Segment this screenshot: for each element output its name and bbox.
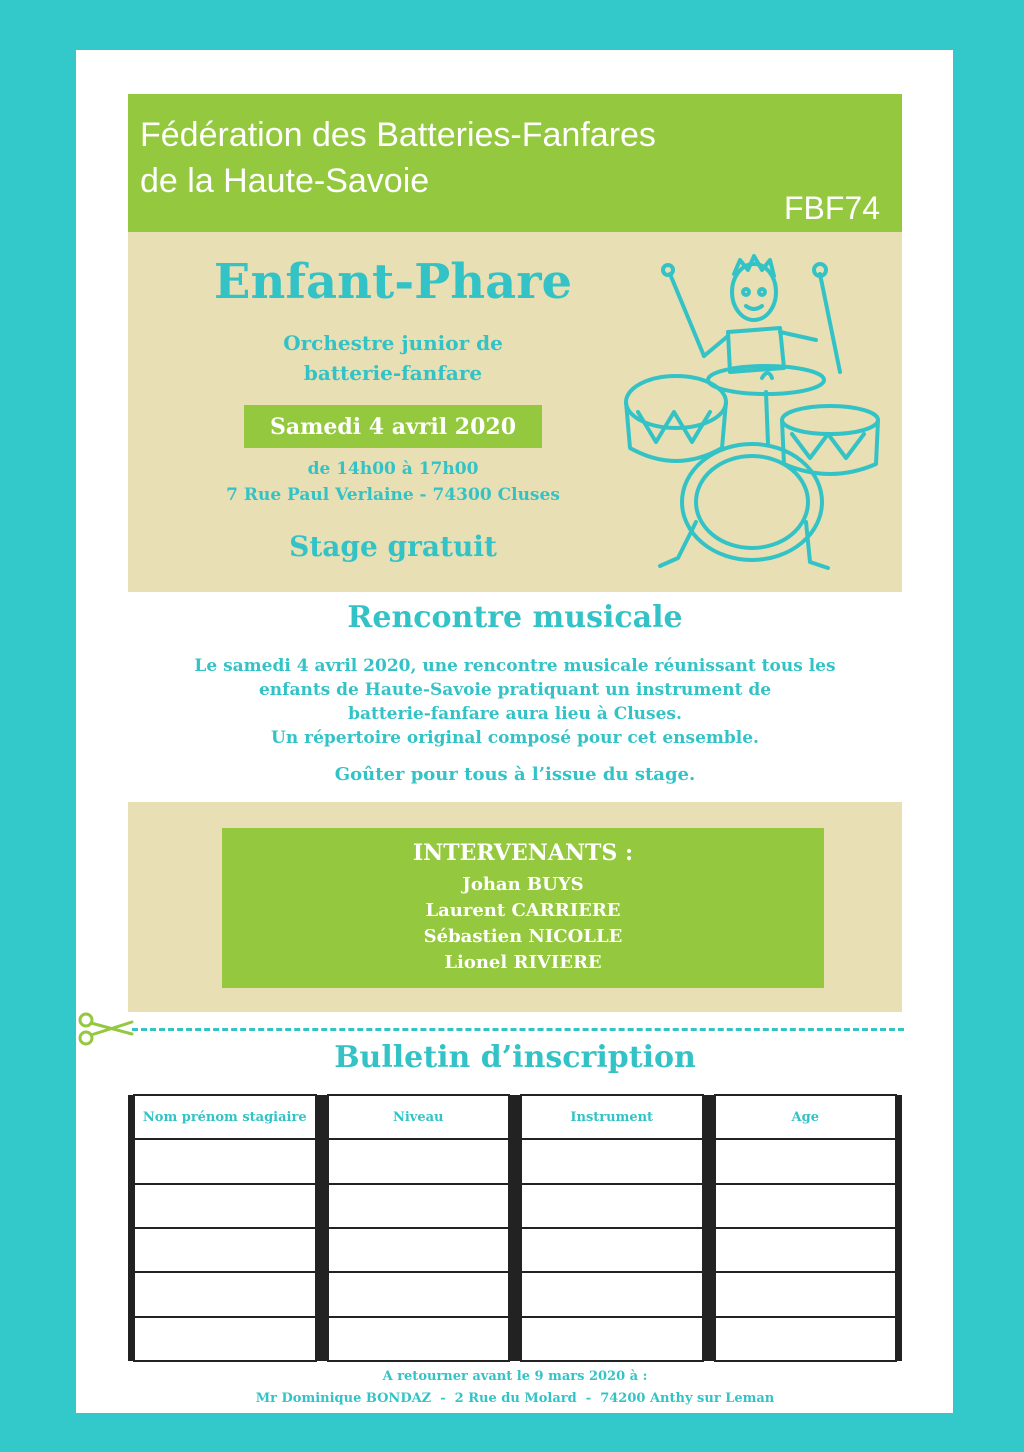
scissors-icon <box>76 1012 134 1046</box>
drummer-illustration <box>616 252 896 572</box>
rencontre-title: Rencontre musicale <box>347 600 683 635</box>
instrument-cell[interactable] <box>521 1139 703 1183</box>
rencontre-description <box>128 654 902 750</box>
cut-line <box>132 1028 904 1031</box>
column-divider <box>509 1095 521 1139</box>
name-cell[interactable] <box>134 1317 316 1361</box>
gouter-note: Goûter pour tous à l’issue du stage. <box>334 764 696 785</box>
column-divider <box>703 1228 715 1272</box>
organization-code: FBF74 <box>783 190 880 226</box>
instrument-cell[interactable] <box>521 1228 703 1272</box>
instrument-cell[interactable] <box>521 1272 703 1316</box>
header-banner <box>128 94 902 232</box>
column-divider <box>509 1228 521 1272</box>
subtitle-line-2: batterie-fanfare <box>303 361 483 385</box>
stage-label: Stage gratuit <box>289 530 497 563</box>
column-header-niveau: Niveau <box>328 1095 510 1139</box>
registration-table <box>128 1094 902 1362</box>
column-divider <box>703 1095 715 1139</box>
name-cell[interactable] <box>134 1228 316 1272</box>
column-divider <box>703 1184 715 1228</box>
column-header-age: Age <box>715 1095 897 1139</box>
intervenant-name: Sébastien NICOLLE <box>423 926 623 947</box>
org-line-1: Fédération des Batteries-Fanfares <box>140 116 656 154</box>
table-row <box>128 1184 902 1228</box>
return-instructions <box>128 1366 902 1410</box>
organization-name <box>140 112 656 204</box>
column-header-instrument: Instrument <box>521 1095 703 1139</box>
event-schedule <box>128 456 658 508</box>
table-row <box>128 1228 902 1272</box>
return-deadline: A retourner avant le 9 mars 2020 à : <box>382 1369 648 1384</box>
niveau-cell[interactable] <box>328 1139 510 1183</box>
column-divider <box>896 1139 902 1183</box>
column-divider <box>316 1139 328 1183</box>
intervenants-heading: INTERVENANTS : <box>412 840 634 866</box>
age-cell[interactable] <box>715 1272 897 1316</box>
event-time: de 14h00 à 17h00 <box>307 459 479 479</box>
age-cell[interactable] <box>715 1184 897 1228</box>
return-address: Mr Dominique BONDAZ - 2 Rue du Molard - 74200 Anthy sur Leman <box>255 1391 775 1406</box>
column-divider <box>896 1228 902 1272</box>
table-row <box>128 1139 902 1183</box>
column-divider <box>703 1272 715 1316</box>
column-divider <box>896 1095 902 1139</box>
instrument-cell[interactable] <box>521 1184 703 1228</box>
column-divider <box>316 1228 328 1272</box>
table-row <box>128 1317 902 1361</box>
column-divider <box>509 1317 521 1361</box>
description-line: Le samedi 4 avril 2020, une rencontre musicale réunissant tous les <box>194 656 836 676</box>
column-divider <box>896 1272 902 1316</box>
intervenants-list <box>222 872 824 976</box>
intervenant-name: Lionel RIVIERE <box>444 952 602 973</box>
name-cell[interactable] <box>134 1272 316 1316</box>
column-divider <box>509 1184 521 1228</box>
event-title: Enfant-Phare <box>213 254 573 310</box>
column-divider <box>896 1317 902 1361</box>
column-divider <box>509 1272 521 1316</box>
intervenants-box <box>222 828 824 988</box>
niveau-cell[interactable] <box>328 1228 510 1272</box>
column-divider <box>509 1139 521 1183</box>
column-divider <box>316 1184 328 1228</box>
niveau-cell[interactable] <box>328 1272 510 1316</box>
column-divider <box>703 1139 715 1183</box>
description-line: Un répertoire original composé pour cet ensemble. <box>271 728 759 748</box>
description-line: enfants de Haute-Savoie pratiquant un instrument de <box>258 680 772 700</box>
intervenants-section <box>128 802 902 1012</box>
hero-section <box>128 232 902 592</box>
bulletin-title: Bulletin d’inscription <box>334 1040 696 1075</box>
niveau-cell[interactable] <box>328 1317 510 1361</box>
intervenant-name: Laurent CARRIERE <box>425 900 621 921</box>
name-cell[interactable] <box>134 1184 316 1228</box>
table-header-row <box>128 1095 902 1139</box>
event-date-badge: Samedi 4 avril 2020 <box>244 405 542 448</box>
column-divider <box>896 1184 902 1228</box>
niveau-cell[interactable] <box>328 1184 510 1228</box>
description-line: batterie-fanfare aura lieu à Cluses. <box>348 704 682 724</box>
table-row <box>128 1272 902 1316</box>
column-divider <box>316 1317 328 1361</box>
age-cell[interactable] <box>715 1228 897 1272</box>
column-header-name: Nom prénom stagiaire <box>134 1095 316 1139</box>
subtitle-line-1: Orchestre junior de <box>283 331 503 355</box>
name-cell[interactable] <box>134 1139 316 1183</box>
column-divider <box>316 1272 328 1316</box>
instrument-cell[interactable] <box>521 1317 703 1361</box>
column-divider <box>316 1095 328 1139</box>
age-cell[interactable] <box>715 1317 897 1361</box>
org-line-2: de la Haute-Savoie <box>140 162 430 200</box>
event-address: 7 Rue Paul Verlaine - 74300 Cluses <box>226 485 560 505</box>
column-divider <box>703 1317 715 1361</box>
event-subtitle <box>128 328 658 388</box>
intervenant-name: Johan BUYS <box>462 874 584 895</box>
age-cell[interactable] <box>715 1139 897 1183</box>
